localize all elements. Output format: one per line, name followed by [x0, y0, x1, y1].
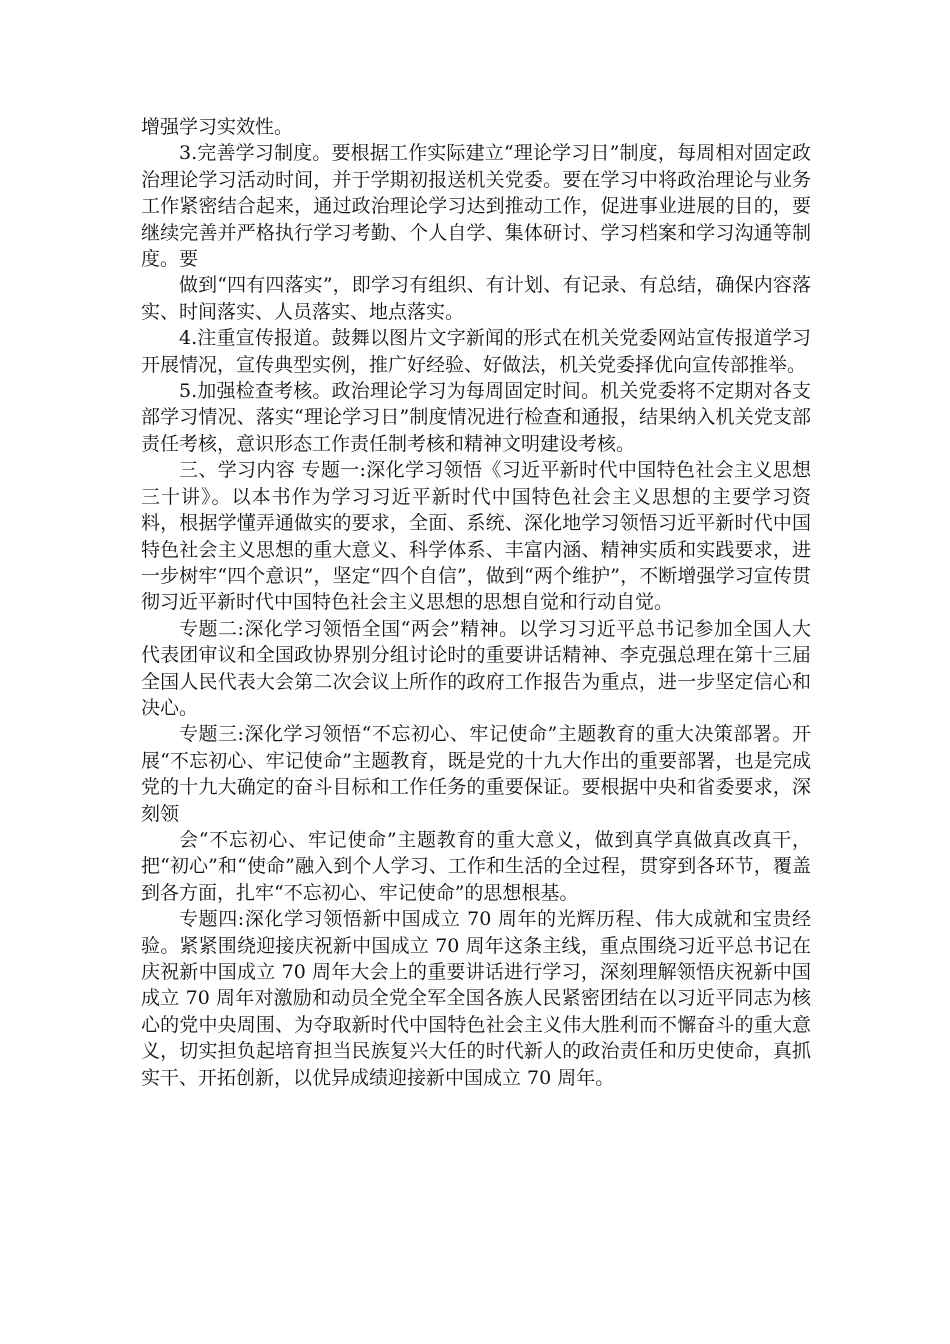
paragraph-7: 专题二:深化学习领悟全国“两会”精神。以学习习近平总书记参加全国人大代表团审议和全国政协界别分组讨论时的重要讲话精神、李克强总理在第十三届全国人民代表大会第二次会议上所作的政府工作报告为重点，进一步坚定信心和决心。 — [141, 617, 811, 719]
paragraph-2: 3.完善学习制度。要根据工作实际建立“理论学习日”制度，每周相对固定政治理论学习活动时间，并于学期初报送机关党委。要在学习中将政治理论与业务工作紧密结合起来，通过政治理论学习达到推动工作，促进事业进展的目的，要继续完善并严格执行学习考勤、个人自学、集体研讨、学习档案和学习沟通等制度。要 — [141, 142, 811, 271]
paragraph-5: 5.加强检查考核。政治理论学习为每周固定时间。机关党委将不定期对各支部学习情况、落实“理论学习日”制度情况进行检查和通报，结果纳入机关党支部责任考核，意识形态工作责任制考核和精神文明建设考核。 — [141, 380, 811, 455]
paragraph-8: 专题三:深化学习领悟“不忘初心、牢记使命”主题教育的重大决策部署。开展“不忘初心、牢记使命”主题教育，既是党的十九大作出的重要部署，也是完成党的十九大确定的奋斗目标和工作任务的重要保证。要根据中央和省委要求，深刻领 — [141, 723, 811, 825]
paragraph-4: 4.注重宣传报道。鼓舞以图片文字新闻的形式在机关党委网站宣传报道学习开展情况，宣传典型实例，推广好经验、好做法，机关党委择优向宣传部推举。 — [141, 327, 811, 376]
document-body — [141, 114, 811, 1091]
paragraph-3: 做到“四有四落实”，即学习有组织、有计划、有记录、有总结，确保内容落实、时间落实、人员落实、地点落实。 — [141, 274, 811, 323]
paragraph-10: 专题四:深化学习领悟新中国成立 70 周年的光辉历程、伟大成就和宝贵经验。紧紧围绕迎接庆祝新中国成立 70 周年这条主线，重点围绕习近平总书记在庆祝新中国成立 70 周年大会上的重要讲话进行学习，深刻理解领悟庆祝新中国成立 70 周年对激励和动员全党全军全国各族人民紧密团结在以习近平同志为核心的党中央周围、为夺取新时代中国特色社会主义伟大胜利而不懈奋斗的重大意义，切实担负起培育担当民族复兴大任的时代新人的政治责任和历史使命，真抓实干、开拓创新，以优异成绩迎接新中国成立 70 周年。 — [141, 908, 811, 1089]
paragraph-1: 增强学习实效性。 — [141, 116, 294, 138]
paragraph-9: 会“不忘初心、牢记使命”主题教育的重大意义，做到真学真做真改真干，把“初心”和“使命”融入到个人学习、工作和生活的全过程，贯穿到各环节，覆盖到各方面，扎牢“不忘初心、牢记使命”的思想根基。 — [141, 828, 811, 904]
paragraph-6: 三、学习内容 专题一:深化学习领悟《习近平新时代中国特色社会主义思想三十讲》。以本书作为学习习近平新时代中国特色社会主义思想的主要学习资料，根据学懂弄通做实的要求，全面、系统、深化地学习领悟习近平新时代中国特色社会主义思想的重大意义、科学体系、丰富内涵、精神实质和实践要求，进一步树牢“四个意识”，坚定“四个自信”，做到“两个维护”，不断增强学习宣传贯彻习近平新时代中国特色社会主义思想的思想自觉和行动自觉。 — [141, 459, 811, 614]
